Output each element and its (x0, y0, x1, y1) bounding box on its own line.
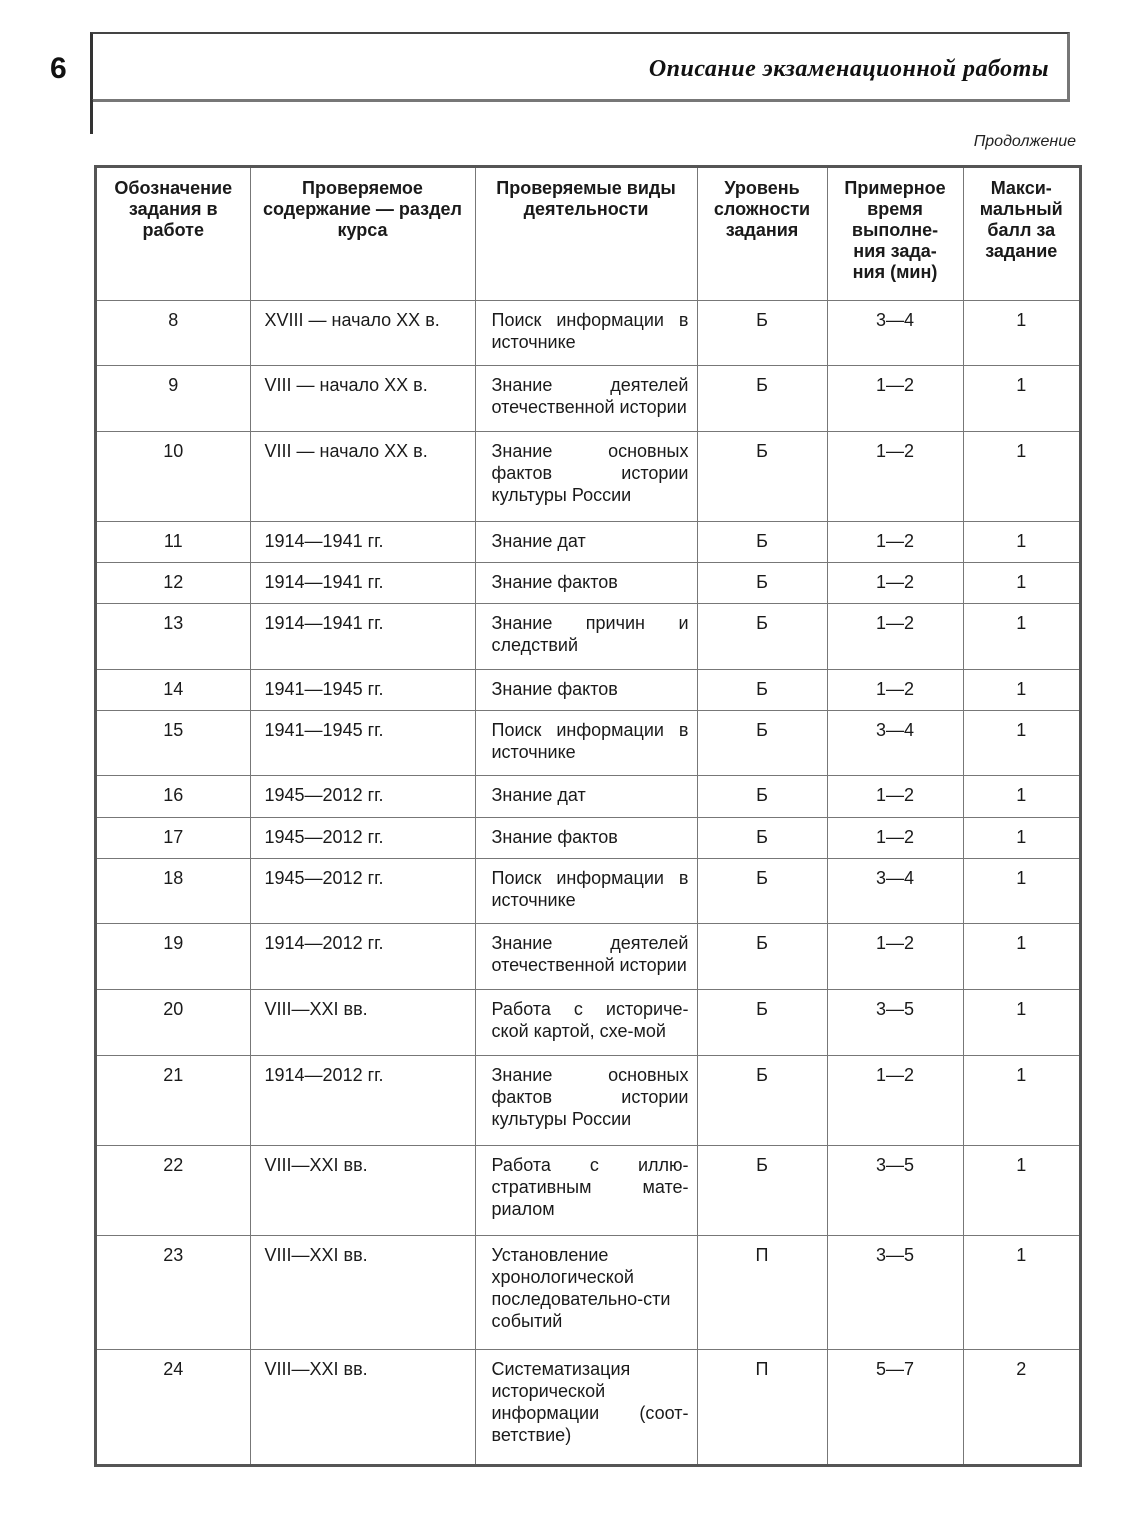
continuation-label: Продолжение (973, 133, 1076, 150)
table-row (97, 562, 1079, 603)
specification-table-frame (94, 165, 1082, 1467)
cell-task: 18 (97, 858, 250, 924)
cell-activity: Систематизация исторической информации (соот-ветствие) (475, 1350, 697, 1464)
cell-score: 1 (963, 431, 1079, 521)
cell-score: 1 (963, 776, 1079, 817)
cell-score: 1 (963, 521, 1079, 562)
header-task: Обозначение задания в работе (97, 168, 250, 300)
specification-table (97, 168, 1079, 1464)
cell-level: Б (697, 669, 827, 710)
cell-level: Б (697, 562, 827, 603)
cell-content: VIII — начало XX в. (250, 431, 475, 521)
cell-level: Б (697, 431, 827, 521)
cell-time: 3—5 (827, 1145, 963, 1235)
cell-task: 14 (97, 669, 250, 710)
header-time: Примерное время выполне-ния зада-ния (мин) (827, 168, 963, 300)
cell-task: 15 (97, 710, 250, 776)
cell-activity: Знание дат (475, 776, 697, 817)
cell-level: Б (697, 989, 827, 1055)
cell-score: 1 (963, 300, 1079, 366)
cell-level: Б (697, 366, 827, 432)
cell-level: Б (697, 710, 827, 776)
page-header (90, 32, 1070, 102)
cell-score: 2 (963, 1350, 1079, 1464)
cell-time: 3—4 (827, 710, 963, 776)
cell-score: 1 (963, 1235, 1079, 1350)
cell-time: 1—2 (827, 562, 963, 603)
header-activity: Проверяемые виды деятельности (475, 168, 697, 300)
cell-time: 1—2 (827, 669, 963, 710)
cell-time: 1—2 (827, 521, 963, 562)
cell-activity: Знание деятелей отечественной истории (475, 366, 697, 432)
table-row (97, 1055, 1079, 1145)
cell-level: Б (697, 924, 827, 990)
cell-activity: Знание деятелей отечественной истории (475, 924, 697, 990)
table-header-row (97, 168, 1079, 300)
cell-score: 1 (963, 1145, 1079, 1235)
cell-content: 1941—1945 гг. (250, 669, 475, 710)
cell-task: 20 (97, 989, 250, 1055)
cell-time: 5—7 (827, 1350, 963, 1464)
cell-score: 1 (963, 710, 1079, 776)
cell-level: Б (697, 300, 827, 366)
cell-content: 1941—1945 гг. (250, 710, 475, 776)
cell-task: 17 (97, 817, 250, 858)
cell-time: 1—2 (827, 604, 963, 670)
cell-activity: Знание основных фактов истории культуры России (475, 431, 697, 521)
cell-content: VIII—XXI вв. (250, 1145, 475, 1235)
cell-level: Б (697, 1145, 827, 1235)
table-row (97, 858, 1079, 924)
cell-score: 1 (963, 604, 1079, 670)
cell-content: 1945—2012 гг. (250, 776, 475, 817)
cell-content: 1914—1941 гг. (250, 521, 475, 562)
cell-task: 11 (97, 521, 250, 562)
cell-level: Б (697, 858, 827, 924)
cell-activity: Поиск информации в источнике (475, 710, 697, 776)
cell-content: XVIII — начало XX в. (250, 300, 475, 366)
cell-time: 1—2 (827, 366, 963, 432)
cell-task: 9 (97, 366, 250, 432)
cell-level: Б (697, 604, 827, 670)
cell-score: 1 (963, 817, 1079, 858)
cell-task: 12 (97, 562, 250, 603)
header-level: Уровень сложности задания (697, 168, 827, 300)
header-score: Макси-мальный балл за задание (963, 168, 1079, 300)
cell-time: 3—4 (827, 300, 963, 366)
cell-task: 24 (97, 1350, 250, 1464)
cell-content: 1945—2012 гг. (250, 858, 475, 924)
cell-level: П (697, 1235, 827, 1350)
cell-level: Б (697, 521, 827, 562)
table-row (97, 431, 1079, 521)
cell-score: 1 (963, 989, 1079, 1055)
cell-level: Б (697, 817, 827, 858)
cell-content: 1914—1941 гг. (250, 604, 475, 670)
cell-task: 19 (97, 924, 250, 990)
cell-task: 23 (97, 1235, 250, 1350)
cell-level: Б (697, 776, 827, 817)
cell-task: 16 (97, 776, 250, 817)
table-row (97, 817, 1079, 858)
cell-activity: Поиск информации в источнике (475, 300, 697, 366)
cell-task: 10 (97, 431, 250, 521)
page-number: 6 (50, 52, 67, 85)
table-row (97, 989, 1079, 1055)
table-row (97, 710, 1079, 776)
cell-time: 3—5 (827, 1235, 963, 1350)
cell-score: 1 (963, 924, 1079, 990)
cell-content: 1945—2012 гг. (250, 817, 475, 858)
cell-activity: Работа с иллю-стративным мате-риалом (475, 1145, 697, 1235)
table-row (97, 669, 1079, 710)
cell-content: VIII—XXI вв. (250, 1350, 475, 1464)
cell-task: 13 (97, 604, 250, 670)
cell-level: П (697, 1350, 827, 1464)
cell-content: 1914—1941 гг. (250, 562, 475, 603)
cell-content: VIII—XXI вв. (250, 1235, 475, 1350)
cell-time: 1—2 (827, 431, 963, 521)
cell-score: 1 (963, 366, 1079, 432)
cell-content: 1914—2012 гг. (250, 1055, 475, 1145)
table-row (97, 366, 1079, 432)
cell-activity: Знание основных фактов истории культуры России (475, 1055, 697, 1145)
cell-activity: Знание дат (475, 521, 697, 562)
header-title: Описание экзаменационной работы (648, 56, 1049, 82)
cell-score: 1 (963, 562, 1079, 603)
cell-score: 1 (963, 669, 1079, 710)
table-row (97, 521, 1079, 562)
cell-activity: Знание фактов (475, 817, 697, 858)
cell-task: 8 (97, 300, 250, 366)
table-row (97, 924, 1079, 990)
cell-time: 1—2 (827, 817, 963, 858)
header-rule (90, 100, 93, 134)
cell-task: 21 (97, 1055, 250, 1145)
table-row (97, 1350, 1079, 1464)
header-content: Проверяемое содержание — раздел курса (250, 168, 475, 300)
table-row (97, 1145, 1079, 1235)
cell-content: 1914—2012 гг. (250, 924, 475, 990)
cell-level: Б (697, 1055, 827, 1145)
cell-score: 1 (963, 1055, 1079, 1145)
cell-activity: Знание фактов (475, 669, 697, 710)
cell-content: VIII—XXI вв. (250, 989, 475, 1055)
cell-time: 1—2 (827, 924, 963, 990)
cell-time: 1—2 (827, 1055, 963, 1145)
cell-time: 3—4 (827, 858, 963, 924)
table-row (97, 300, 1079, 366)
cell-activity: Поиск информации в источнике (475, 858, 697, 924)
cell-time: 3—5 (827, 989, 963, 1055)
cell-task: 22 (97, 1145, 250, 1235)
cell-time: 1—2 (827, 776, 963, 817)
table-row (97, 776, 1079, 817)
cell-score: 1 (963, 858, 1079, 924)
table-body (97, 300, 1079, 1464)
cell-activity: Знание фактов (475, 562, 697, 603)
cell-activity: Установление хронологической последовательно-сти событий (475, 1235, 697, 1350)
cell-activity: Работа с историче-ской картой, схе-мой (475, 989, 697, 1055)
table-row (97, 604, 1079, 670)
cell-activity: Знание причин и следствий (475, 604, 697, 670)
cell-content: VIII — начало XX в. (250, 366, 475, 432)
table-row (97, 1235, 1079, 1350)
